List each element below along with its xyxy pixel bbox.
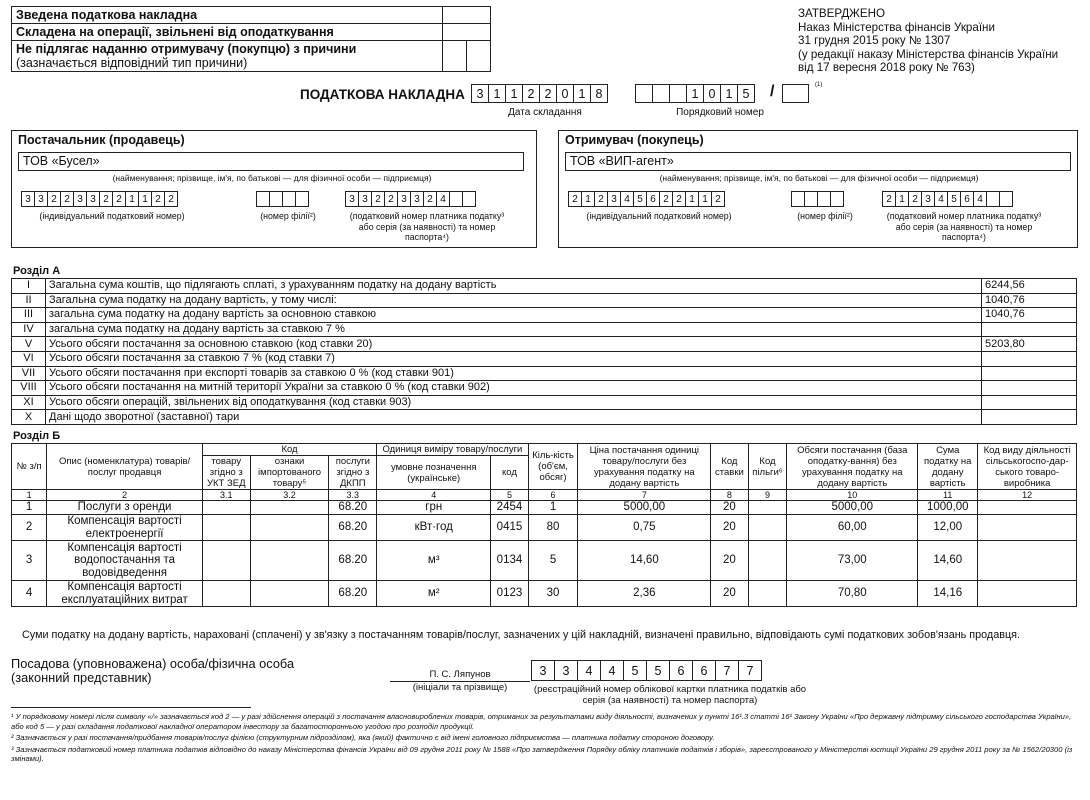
column-number: 3.1 bbox=[202, 490, 250, 501]
header-agri: Код виду діяльності сільськогоспо-дар-ського товаро-виробника bbox=[978, 444, 1077, 490]
buyer-name-caption: (найменування; прізвище, ім'я, по батькові — для фізичної особи — підприємця) bbox=[659, 173, 979, 183]
header-code: Код bbox=[202, 444, 376, 456]
table-row bbox=[12, 515, 1077, 541]
column-number-row bbox=[12, 490, 1077, 501]
ipn-digit[interactable]: 2 bbox=[659, 191, 673, 207]
buyer-tax-cells[interactable] bbox=[883, 191, 1013, 207]
cell-import[interactable] bbox=[250, 515, 329, 541]
cell-desc[interactable]: Послуги з оренди bbox=[47, 501, 203, 515]
tax-digit[interactable]: 4 bbox=[934, 191, 948, 207]
tax-digit[interactable]: 2 bbox=[423, 191, 437, 207]
reg-digit[interactable]: 6 bbox=[669, 660, 693, 681]
tax-digit[interactable]: 2 bbox=[908, 191, 922, 207]
seller-name-caption: (найменування; прізвище, ім'я, по батькові — для фізичної особи — підприємця) bbox=[112, 173, 432, 183]
cell-agri[interactable] bbox=[978, 501, 1077, 515]
reg-digit[interactable]: 5 bbox=[646, 660, 670, 681]
cell-volume[interactable]: 70,80 bbox=[787, 581, 918, 607]
tax-digit[interactable] bbox=[449, 191, 463, 207]
tax-digit[interactable] bbox=[999, 191, 1013, 207]
table-row bbox=[12, 381, 1077, 396]
seller-branch-caption: (номер філії²) bbox=[260, 211, 316, 221]
row-label: Усього обсяги постачання при експорті товарів за ставкою 0 % (код ставки 901) bbox=[46, 366, 982, 381]
document-type-box bbox=[11, 6, 491, 72]
row-label: Загальна сума податку на додану вартість, у тому числі: bbox=[46, 293, 982, 308]
cell-rate[interactable]: 20 bbox=[711, 541, 748, 581]
cell-import[interactable] bbox=[250, 501, 329, 515]
ipn-digit[interactable]: 3 bbox=[86, 191, 100, 207]
footnotes bbox=[11, 712, 1081, 766]
table-row bbox=[12, 322, 1077, 337]
number-cells[interactable] bbox=[636, 84, 755, 103]
cell-desc[interactable]: Компенсація вартості електроенергії bbox=[47, 515, 203, 541]
date-digit[interactable]: 2 bbox=[539, 84, 557, 103]
signer-name-block bbox=[390, 669, 530, 693]
row-value[interactable]: 1040,76 bbox=[982, 293, 1077, 308]
reg-digit[interactable]: 3 bbox=[531, 660, 555, 681]
tax-digit[interactable]: 3 bbox=[345, 191, 359, 207]
column-number: 4 bbox=[377, 490, 491, 501]
cell-rate[interactable]: 20 bbox=[711, 581, 748, 607]
cell-num: 1 bbox=[12, 501, 47, 515]
ipn-digit[interactable]: 1 bbox=[581, 191, 595, 207]
reg-digit[interactable]: 3 bbox=[554, 660, 578, 681]
section-b-title: Розділ Б bbox=[13, 430, 61, 442]
consolidated-invoice-label: Зведена податкова накладна bbox=[12, 7, 443, 24]
row-value[interactable]: 5203,80 bbox=[982, 337, 1077, 352]
header-desc: Опис (номенклатура) товарів/послуг продавця bbox=[47, 444, 203, 490]
row-value[interactable]: 6244,56 bbox=[982, 279, 1077, 294]
row-value[interactable] bbox=[982, 322, 1077, 337]
footnote-mark: (1) bbox=[815, 82, 823, 88]
row-number: V bbox=[12, 337, 46, 352]
table-row bbox=[12, 351, 1077, 366]
seller-ipn-caption: (індивідуальний податковий номер) bbox=[39, 211, 185, 221]
cell-unit[interactable]: грн bbox=[377, 501, 491, 515]
table-row bbox=[12, 308, 1077, 323]
header-benefit: Код пільги⁶ bbox=[748, 444, 787, 490]
column-number: 11 bbox=[918, 490, 978, 501]
tax-digit[interactable]: 5 bbox=[947, 191, 961, 207]
reg-digit[interactable]: 4 bbox=[600, 660, 624, 681]
header-code-ukt: товару згідно з УКТ ЗЕД bbox=[202, 456, 250, 490]
approval-line: Наказ Міністерства фінансів України bbox=[798, 20, 995, 34]
table-row bbox=[12, 366, 1077, 381]
header-volume: Обсяги постачання (база оподатку-вання) без урахування податку на додану вартість bbox=[787, 444, 918, 490]
seller-panel bbox=[11, 130, 537, 248]
ipn-digit[interactable]: 2 bbox=[60, 191, 74, 207]
row-value[interactable] bbox=[982, 366, 1077, 381]
number-digit[interactable] bbox=[635, 84, 653, 103]
reg-digit[interactable]: 4 bbox=[577, 660, 601, 681]
table-row bbox=[12, 410, 1077, 425]
ipn-digit[interactable]: 2 bbox=[672, 191, 686, 207]
number-caption: Порядковий номер bbox=[676, 107, 764, 118]
row-number: III bbox=[12, 308, 46, 323]
cell-benefit[interactable] bbox=[748, 501, 787, 515]
column-number: 12 bbox=[978, 490, 1077, 501]
cell-price[interactable]: 14,60 bbox=[578, 541, 711, 581]
header-code-dkpp: послуги згідно з ДКПП bbox=[329, 456, 377, 490]
cell-unit[interactable]: м³ bbox=[377, 541, 491, 581]
cell-num: 3 bbox=[12, 541, 47, 581]
tax-digit[interactable]: 3 bbox=[410, 191, 424, 207]
ipn-digit[interactable]: 3 bbox=[73, 191, 87, 207]
ipn-digit[interactable]: 1 bbox=[685, 191, 699, 207]
header-unit-code: код bbox=[491, 456, 528, 490]
section-a-title: Розділ А bbox=[13, 265, 61, 277]
reg-digit[interactable]: 6 bbox=[692, 660, 716, 681]
buyer-title: Отримувач (покупець) bbox=[565, 133, 704, 147]
cell-qty[interactable]: 80 bbox=[528, 515, 578, 541]
cell-ukt[interactable] bbox=[202, 515, 250, 541]
not-provided-note: (зазначається відповідний тип причини) bbox=[16, 56, 248, 70]
approval-line: 31 грудня 2015 року № 1307 bbox=[798, 34, 951, 47]
ipn-digit[interactable]: 2 bbox=[594, 191, 608, 207]
signer-role-line: (законний представник) bbox=[11, 670, 152, 685]
cell-ukt[interactable] bbox=[202, 541, 250, 581]
tax-digit[interactable]: 1 bbox=[895, 191, 909, 207]
section-a-table bbox=[11, 278, 1077, 425]
number-digit[interactable] bbox=[669, 84, 687, 103]
column-number: 3.3 bbox=[329, 490, 377, 501]
tax-digit[interactable] bbox=[986, 191, 1000, 207]
reg-digit[interactable]: 7 bbox=[715, 660, 739, 681]
branch-digit[interactable] bbox=[804, 191, 818, 207]
cell-price[interactable]: 5000,00 bbox=[578, 501, 711, 515]
cell-agri[interactable] bbox=[978, 541, 1077, 581]
table-row bbox=[12, 395, 1077, 410]
cell-import[interactable] bbox=[250, 581, 329, 607]
ipn-digit[interactable]: 5 bbox=[633, 191, 647, 207]
exempt-operations-label: Складена на операції, звільнені від оподаткування bbox=[12, 24, 443, 41]
column-number: 1 bbox=[12, 490, 47, 501]
ipn-digit[interactable]: 2 bbox=[151, 191, 165, 207]
tax-digit[interactable]: 3 bbox=[921, 191, 935, 207]
row-number: IV bbox=[12, 322, 46, 337]
signer-role-line: Посадова (уповноважена) особа/фізична особа bbox=[11, 656, 295, 671]
ipn-digit[interactable]: 4 bbox=[620, 191, 634, 207]
header-num: № з/п bbox=[12, 444, 47, 490]
date-cells[interactable] bbox=[472, 84, 608, 103]
not-provided-reason-cell-1[interactable] bbox=[443, 41, 467, 72]
header-price: Ціна постачання одиниці товару/послуги без урахування податку на додану вартість bbox=[578, 444, 711, 490]
cell-volume[interactable]: 5000,00 bbox=[787, 501, 918, 515]
cell-import[interactable] bbox=[250, 541, 329, 581]
buyer-branch-caption: (номер філії²) bbox=[797, 211, 853, 221]
row-number: VII bbox=[12, 366, 46, 381]
ipn-digit[interactable]: 2 bbox=[99, 191, 113, 207]
buyer-panel bbox=[558, 130, 1078, 248]
column-number: 10 bbox=[787, 490, 918, 501]
signer-role bbox=[11, 657, 294, 685]
cell-rate[interactable]: 20 bbox=[711, 501, 748, 515]
ipn-digit[interactable]: 2 bbox=[164, 191, 178, 207]
header-row bbox=[12, 444, 1077, 456]
row-value[interactable] bbox=[982, 410, 1077, 425]
ipn-digit[interactable]: 3 bbox=[607, 191, 621, 207]
ipn-digit[interactable]: 1 bbox=[138, 191, 152, 207]
cell-ukt[interactable] bbox=[202, 581, 250, 607]
ipn-digit[interactable]: 3 bbox=[34, 191, 48, 207]
date-digit[interactable]: 1 bbox=[488, 84, 506, 103]
row-value[interactable] bbox=[982, 351, 1077, 366]
date-digit[interactable]: 8 bbox=[590, 84, 608, 103]
seller-title: Постачальник (продавець) bbox=[18, 133, 185, 147]
not-provided-reason-cell-2[interactable] bbox=[467, 41, 491, 72]
date-digit[interactable]: 3 bbox=[471, 84, 489, 103]
cell-benefit[interactable] bbox=[748, 581, 787, 607]
cell-dkpp[interactable]: 68.20 bbox=[329, 501, 377, 515]
row-number: X bbox=[12, 410, 46, 425]
cell-unit-code[interactable]: 0123 bbox=[491, 581, 528, 607]
cell-volume[interactable]: 60,00 bbox=[787, 515, 918, 541]
tax-digit[interactable]: 4 bbox=[973, 191, 987, 207]
date-caption: Дата складання bbox=[508, 107, 582, 118]
row-label: Усього обсяги постачання на митній території України за ставкою 0 % (код ставки 902) bbox=[46, 381, 982, 396]
column-number: 5 bbox=[491, 490, 528, 501]
header-rate: Код ставки bbox=[711, 444, 748, 490]
branch-digit[interactable] bbox=[817, 191, 831, 207]
buyer-ipn-cells[interactable] bbox=[569, 191, 725, 207]
table-row bbox=[12, 541, 1077, 581]
date-digit[interactable]: 1 bbox=[573, 84, 591, 103]
number-slash: / bbox=[770, 83, 775, 100]
branch-digit[interactable] bbox=[269, 191, 283, 207]
tax-digit[interactable]: 2 bbox=[384, 191, 398, 207]
cell-price[interactable]: 0,75 bbox=[578, 515, 711, 541]
ipn-digit[interactable]: 2 bbox=[47, 191, 61, 207]
buyer-tax-caption: (податковий номер платника податку³ або серія (за наявності) та номер паспорта⁴) bbox=[886, 211, 1042, 242]
tax-digit[interactable]: 6 bbox=[960, 191, 974, 207]
table-row bbox=[12, 279, 1077, 294]
cell-price[interactable]: 2,36 bbox=[578, 581, 711, 607]
approval-line: (у редакції наказу Міністерства фінансів України bbox=[798, 47, 1059, 61]
row-value[interactable] bbox=[982, 381, 1077, 396]
cell-dkpp[interactable]: 68.20 bbox=[329, 541, 377, 581]
column-number: 3.2 bbox=[250, 490, 329, 501]
cell-desc[interactable]: Компенсація вартості експлуатаційних витрат bbox=[47, 581, 203, 607]
table-row bbox=[12, 501, 1077, 515]
exempt-operations-checkbox[interactable] bbox=[443, 24, 491, 41]
cell-desc[interactable]: Компенсація вартості водопостачання та водовідведення bbox=[47, 541, 203, 581]
branch-digit[interactable] bbox=[791, 191, 805, 207]
row-label: Усього обсяги постачання за ставкою 7 % (код ставки 7) bbox=[46, 351, 982, 366]
branch-digit[interactable] bbox=[295, 191, 309, 207]
column-number: 8 bbox=[711, 490, 748, 501]
row-number: VI bbox=[12, 351, 46, 366]
number-digit[interactable] bbox=[652, 84, 670, 103]
row-label: Усього обсяги постачання за основною ставкою (код ставки 20) bbox=[46, 337, 982, 352]
footnote: ² Зазначається у разі постачання/придбання товарів/послуг філією (структурним підрозділом), яка (який) фактично є від імені головного підприємства — платника податку стороною договору. bbox=[11, 733, 715, 742]
branch-digit[interactable] bbox=[830, 191, 844, 207]
buyer-name-field[interactable]: ТОВ «ВИП-агент» bbox=[565, 152, 1071, 171]
section-b-table bbox=[11, 443, 1077, 607]
cell-unit-code[interactable]: 0134 bbox=[491, 541, 528, 581]
document-title: ПОДАТКОВА НАКЛАДНА bbox=[300, 87, 465, 102]
tax-digit[interactable]: 2 bbox=[371, 191, 385, 207]
tax-digit[interactable]: 3 bbox=[358, 191, 372, 207]
cell-unit[interactable]: кВт·год bbox=[377, 515, 491, 541]
cell-agri[interactable] bbox=[978, 581, 1077, 607]
branch-digit[interactable] bbox=[282, 191, 296, 207]
number-suffix-cell[interactable] bbox=[783, 84, 809, 103]
column-number: 6 bbox=[528, 490, 578, 501]
approval-line: ЗАТВЕРДЖЕНО bbox=[798, 7, 886, 20]
approval-line: від 17 вересня 2018 року № 763) bbox=[798, 61, 975, 74]
header-unit-name: умовне позначення (українське) bbox=[377, 456, 491, 490]
ipn-digit[interactable]: 2 bbox=[568, 191, 582, 207]
header-code-import: ознаки імпортованого товару⁵ bbox=[250, 456, 329, 490]
tax-digit[interactable]: 2 bbox=[882, 191, 896, 207]
column-number: 7 bbox=[578, 490, 711, 501]
number-digit[interactable]: 1 bbox=[720, 84, 738, 103]
cell-vat[interactable]: 12,00 bbox=[918, 515, 978, 541]
vat-statement: Суми податку на додану вартість, нараховані (сплачені) у зв'язку з постачанням товарів/послуг, зазначених у цій накладній, визначені правильно, відповідають сумі податкових зобов'язань продавця. bbox=[22, 629, 1020, 641]
cell-agri[interactable] bbox=[978, 515, 1077, 541]
buyer-branch-cells[interactable] bbox=[792, 191, 844, 207]
reg-digit[interactable]: 5 bbox=[623, 660, 647, 681]
header-vat: Сума податку на додану вартість bbox=[918, 444, 978, 490]
header-qty: Кіль-кість (об'єм, обсяг) bbox=[528, 444, 578, 490]
cell-qty[interactable]: 30 bbox=[528, 581, 578, 607]
cell-vat[interactable]: 14,16 bbox=[918, 581, 978, 607]
cell-unit[interactable]: м² bbox=[377, 581, 491, 607]
row-number: I bbox=[12, 279, 46, 294]
tax-digit[interactable]: 3 bbox=[397, 191, 411, 207]
number-digit[interactable]: 5 bbox=[737, 84, 755, 103]
approval-note bbox=[798, 7, 1058, 75]
number-suffix-digit[interactable] bbox=[782, 84, 809, 103]
cell-rate[interactable]: 20 bbox=[711, 515, 748, 541]
table-row bbox=[12, 293, 1077, 308]
consolidated-invoice-checkbox[interactable] bbox=[443, 7, 491, 24]
row-value[interactable]: 1040,76 bbox=[982, 308, 1077, 323]
table-row bbox=[12, 337, 1077, 352]
ipn-digit[interactable]: 2 bbox=[711, 191, 725, 207]
seller-name-field[interactable]: ТОВ «Бусел» bbox=[18, 152, 524, 171]
cell-num: 2 bbox=[12, 515, 47, 541]
column-number: 2 bbox=[47, 490, 203, 501]
seller-ipn-cells[interactable] bbox=[22, 191, 178, 207]
row-label: Дані щодо зворотної (заставної) тари bbox=[46, 410, 982, 425]
not-provided-label: Не підлягає наданню отримувачу (покупцю) з причини (зазначається відповідний тип причини) bbox=[12, 41, 443, 72]
signer-reg-caption: (реєстраційний номер облікової картки платника податків або серія (за наявності) та номер паспорта) bbox=[533, 684, 807, 706]
row-label: загальна сума податку на додану вартість за ставкою 7 % bbox=[46, 322, 982, 337]
ipn-digit[interactable]: 1 bbox=[698, 191, 712, 207]
cell-vat[interactable]: 1000,00 bbox=[918, 501, 978, 515]
ipn-digit[interactable]: 1 bbox=[125, 191, 139, 207]
footnote: ³ Зазначається податковий номер платника податків відповідно до наказу Міністерства фінансів України від 09 грудня 2011 року № 1588 «Про затвердження Порядку обліку платників податків і зборів», зареєстрованого у Міністерстві юстиції України 29 грудня 2011 року за № 1562/20300 (із змінами). bbox=[11, 744, 1073, 763]
table-row bbox=[12, 581, 1077, 607]
row-label: Усього обсяги операцій, звільнених від оподаткування (код ставки 903) bbox=[46, 395, 982, 410]
row-value[interactable] bbox=[982, 395, 1077, 410]
footnote: ¹ У порядковому номері після символу «/» зазначається код 2 — у разі здійснення операцій з постачання власновироблених товарів, отриманих за результатами виду діяльності, визначених у пункті 16¹.3 статті 16¹ Закону України «Про державну підтримку сільського господарства України», або код 5 — у разі складання податкової накладної оператором інвестору за багатосторонньою угодою про розподіл продукції. bbox=[11, 712, 1072, 731]
date-digit[interactable]: 2 bbox=[522, 84, 540, 103]
cell-dkpp[interactable]: 68.20 bbox=[329, 515, 377, 541]
tax-digit[interactable] bbox=[462, 191, 476, 207]
cell-qty[interactable]: 5 bbox=[528, 541, 578, 581]
number-digit[interactable]: 0 bbox=[703, 84, 721, 103]
row-number: XI bbox=[12, 395, 46, 410]
row-label: Загальна сума коштів, що підлягають сплаті, з урахуванням податку на додану вартість bbox=[46, 279, 982, 294]
cell-volume[interactable]: 73,00 bbox=[787, 541, 918, 581]
date-digit[interactable]: 1 bbox=[505, 84, 523, 103]
ipn-digit[interactable]: 2 bbox=[112, 191, 126, 207]
ipn-digit[interactable]: 3 bbox=[21, 191, 35, 207]
date-digit[interactable]: 0 bbox=[556, 84, 574, 103]
row-number: VIII bbox=[12, 381, 46, 396]
cell-ukt[interactable] bbox=[202, 501, 250, 515]
branch-digit[interactable] bbox=[256, 191, 270, 207]
column-number: 9 bbox=[748, 490, 787, 501]
cell-dkpp[interactable]: 68.20 bbox=[329, 581, 377, 607]
footnote-divider bbox=[11, 707, 251, 708]
cell-benefit[interactable] bbox=[748, 515, 787, 541]
signer-name[interactable]: П. С. Ляпунов bbox=[390, 669, 530, 682]
signer-reg-cells[interactable] bbox=[532, 660, 762, 681]
seller-tax-caption: (податковий номер платника податку³ або серія (за наявності) та номер паспорта⁴) bbox=[349, 211, 505, 242]
cell-benefit[interactable] bbox=[748, 541, 787, 581]
number-digit[interactable]: 1 bbox=[686, 84, 704, 103]
row-label: загальна сума податку на додану вартість за основною ставкою bbox=[46, 308, 982, 323]
signer-name-caption: (ініціали та прізвище) bbox=[412, 682, 508, 693]
tax-digit[interactable]: 4 bbox=[436, 191, 450, 207]
header-unit: Одиниця виміру товару/послуги bbox=[377, 444, 528, 456]
seller-branch-cells[interactable] bbox=[257, 191, 309, 207]
buyer-ipn-caption: (індивідуальний податковий номер) bbox=[586, 211, 732, 221]
ipn-digit[interactable]: 6 bbox=[646, 191, 660, 207]
cell-vat[interactable]: 14,60 bbox=[918, 541, 978, 581]
cell-unit-code[interactable]: 0415 bbox=[491, 515, 528, 541]
row-number: II bbox=[12, 293, 46, 308]
seller-tax-cells[interactable] bbox=[346, 191, 476, 207]
cell-qty[interactable]: 1 bbox=[528, 501, 578, 515]
cell-unit-code[interactable]: 2454 bbox=[491, 501, 528, 515]
cell-num: 4 bbox=[12, 581, 47, 607]
reg-digit[interactable]: 7 bbox=[738, 660, 762, 681]
